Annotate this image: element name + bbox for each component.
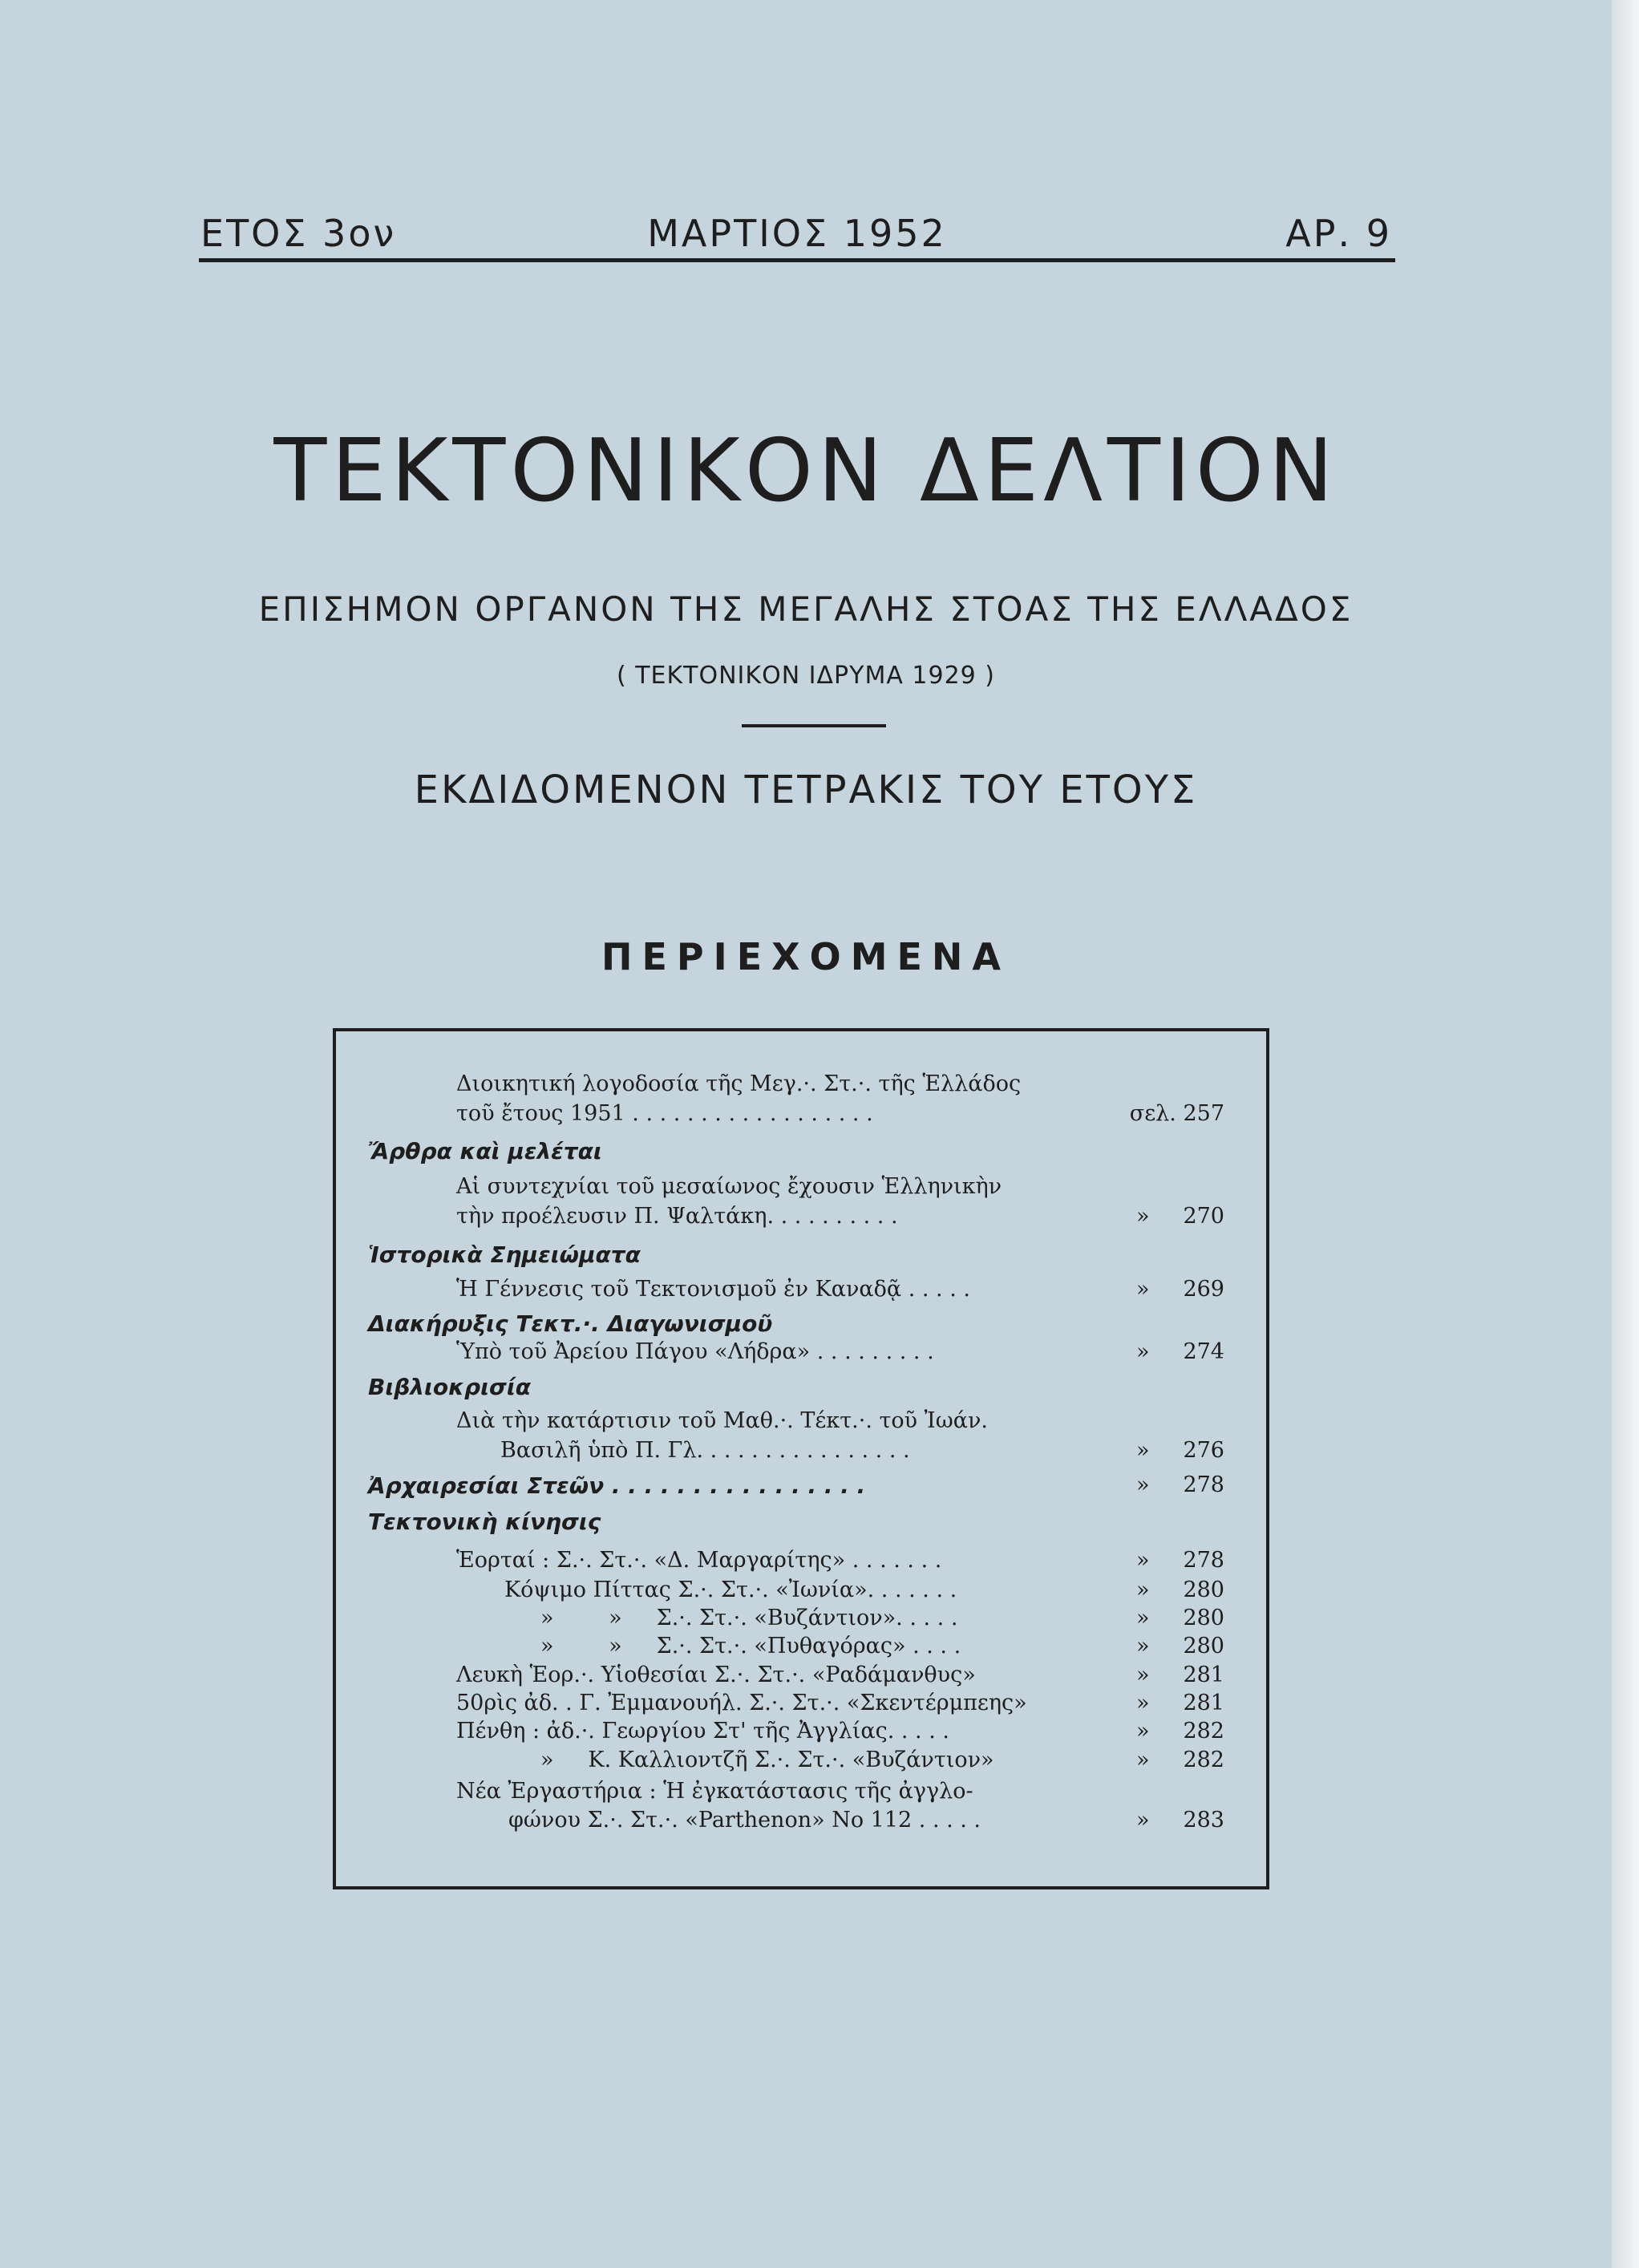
journal-title: ΤΕΚΤΟΝΙΚΟΝ ΔΕΛΤΙΟΝ: [273, 421, 1338, 521]
toc-ditto: »: [1136, 1719, 1150, 1744]
toc-section: Ἄρθρα καὶ μελέται: [368, 1138, 602, 1164]
page-edge: [1612, 0, 1639, 2268]
toc-entry: Νέα Ἐργαστήρια : Ἡ ἐγκατάστασις τῆς ἀγγλο-: [456, 1779, 973, 1804]
toc-page: 280: [1183, 1634, 1224, 1658]
issue-date: ΜΑΡΤΙΟΣ 1952: [647, 212, 947, 255]
toc-ditto: »: [1136, 1277, 1150, 1302]
issue-year: ΕΤΟΣ 3ον: [200, 212, 397, 255]
toc-entry: Ἡ Γέννεσις τοῦ Τεκτονισμοῦ ἐν Καναδᾷ . . . . .: [456, 1277, 970, 1302]
toc-ditto: »: [1136, 1748, 1150, 1772]
toc-ditto: »: [1136, 1548, 1150, 1573]
toc-page: 281: [1183, 1691, 1224, 1715]
toc-entry: Διὰ τὴν κατάρτισιν τοῦ Μαθ.·. Τέκτ.·. τοῦ Ἰωάν.: [456, 1408, 988, 1433]
toc-page: 280: [1183, 1577, 1224, 1602]
toc-ditto: »: [1136, 1438, 1150, 1463]
toc-page: 282: [1183, 1748, 1224, 1772]
toc-ditto: »: [1136, 1606, 1150, 1630]
contents-heading: ΠΕΡΙΕΧΟΜΕΝΑ: [601, 935, 1011, 978]
divider-rule: [742, 724, 886, 727]
toc-section: Ἀρχαιρεσίαι Στεῶν . . . . . . . . . . . . . . . .: [368, 1472, 866, 1499]
toc-entry: Αἱ συντεχνίαι τοῦ μεσαίωνος ἔχουσιν Ἑλληνικὴν: [456, 1174, 1002, 1199]
toc-page: 281: [1183, 1663, 1224, 1687]
toc-page: 278: [1183, 1548, 1224, 1573]
toc-page: 283: [1183, 1808, 1224, 1833]
toc-ditto: »: [1136, 1663, 1150, 1687]
toc-page: 282: [1183, 1719, 1224, 1744]
toc-ditto: »: [1136, 1634, 1150, 1658]
toc-ditto: »: [1136, 1339, 1150, 1364]
toc-section: Ἱστορικὰ Σημειώματα: [368, 1241, 641, 1268]
toc-section: Βιβλιοκρισία: [368, 1374, 531, 1400]
journal-subtitle: ΕΠΙΣΗΜΟΝ ΟΡΓΑΝΟΝ ΤΗΣ ΜΕΓΑΛΗΣ ΣΤΟΑΣ ΤΗΣ ΕΛΛΑΔΟΣ: [258, 589, 1354, 629]
toc-page: σελ. 257: [1129, 1101, 1224, 1126]
toc-section: Διακήρυξις Τεκτ.·. Διαγωνισμοῦ: [368, 1310, 773, 1337]
toc-entry: » » Σ.·. Στ.·. «Πυθαγόρας» . . . .: [540, 1634, 961, 1658]
toc-ditto: »: [1136, 1204, 1150, 1229]
toc-entry: Βασιλῆ ὑπὸ Π. Γλ. . . . . . . . . . . . . . . .: [500, 1438, 910, 1463]
toc-entry: φώνου Σ.·. Στ.·. «Parthenon» Νο 112 . . . . .: [508, 1808, 981, 1833]
toc-entry: Διοικητική λογοδοσία τῆς Μεγ.·. Στ.·. τῆς Ἑλλάδος: [456, 1071, 1022, 1096]
toc-section: Τεκτονικὴ κίνησις: [368, 1509, 601, 1535]
toc-entry: » » Σ.·. Στ.·. «Βυζάντιον». . . . .: [540, 1606, 958, 1630]
toc-page: 280: [1183, 1606, 1224, 1630]
toc-entry: τοῦ ἔτους 1951 . . . . . . . . . . . . . . . . . .: [456, 1101, 873, 1126]
toc-page: 278: [1183, 1472, 1224, 1497]
toc-page: 274: [1183, 1339, 1224, 1364]
toc-entry: Πένθη : ἀδ.·. Γεωργίου Στ' τῆς Ἀγγλίας. . . . .: [456, 1719, 949, 1744]
toc-ditto: »: [1136, 1808, 1150, 1833]
toc-entry: » Κ. Καλλιοντζῆ Σ.·. Στ.·. «Βυζάντιον»: [540, 1748, 994, 1772]
toc-entry: τὴν προέλευσιν Π. Ψαλτάκη. . . . . . . . . .: [456, 1204, 898, 1229]
toc-entry: Ἑορταί : Σ.·. Στ.·. «Δ. Μαργαρίτης» . . . . . . .: [456, 1548, 942, 1573]
table-of-contents: [333, 1028, 1269, 1889]
toc-ditto: »: [1136, 1472, 1150, 1497]
toc-page: 276: [1183, 1438, 1224, 1463]
toc-entry: Κόψιμο Πίττας Σ.·. Στ.·. «Ἰωνία». . . . . . .: [504, 1577, 957, 1602]
toc-ditto: »: [1136, 1691, 1150, 1715]
toc-page: 270: [1183, 1204, 1224, 1229]
toc-ditto: »: [1136, 1577, 1150, 1602]
toc-entry: Λευκὴ Ἑορ.·. Υἱοθεσίαι Σ.·. Στ.·. «Ραδάμανθυς»: [456, 1663, 976, 1687]
toc-entry: 50ρὶς ἀδ. . Γ. Ἐμμανουήλ. Σ.·. Στ.·. «Σκεντέρμπεης»: [456, 1691, 1027, 1715]
toc-page: 269: [1183, 1277, 1224, 1302]
toc-entry: Ὑπὸ τοῦ Ἀρείου Πάγου «Λήδρα» . . . . . . . . .: [456, 1339, 934, 1364]
masthead: [199, 210, 1395, 262]
founded-note: ( ΤΕΚΤΟΝΙΚΟΝ ΙΔΡΥΜΑ 1929 ): [616, 662, 995, 690]
publication-frequency: ΕΚΔΙΔΟΜΕΝΟΝ ΤΕΤΡΑΚΙΣ ΤΟΥ ΕΤΟΥΣ: [414, 767, 1198, 812]
issue-number: ΑΡ. 9: [1285, 212, 1392, 255]
